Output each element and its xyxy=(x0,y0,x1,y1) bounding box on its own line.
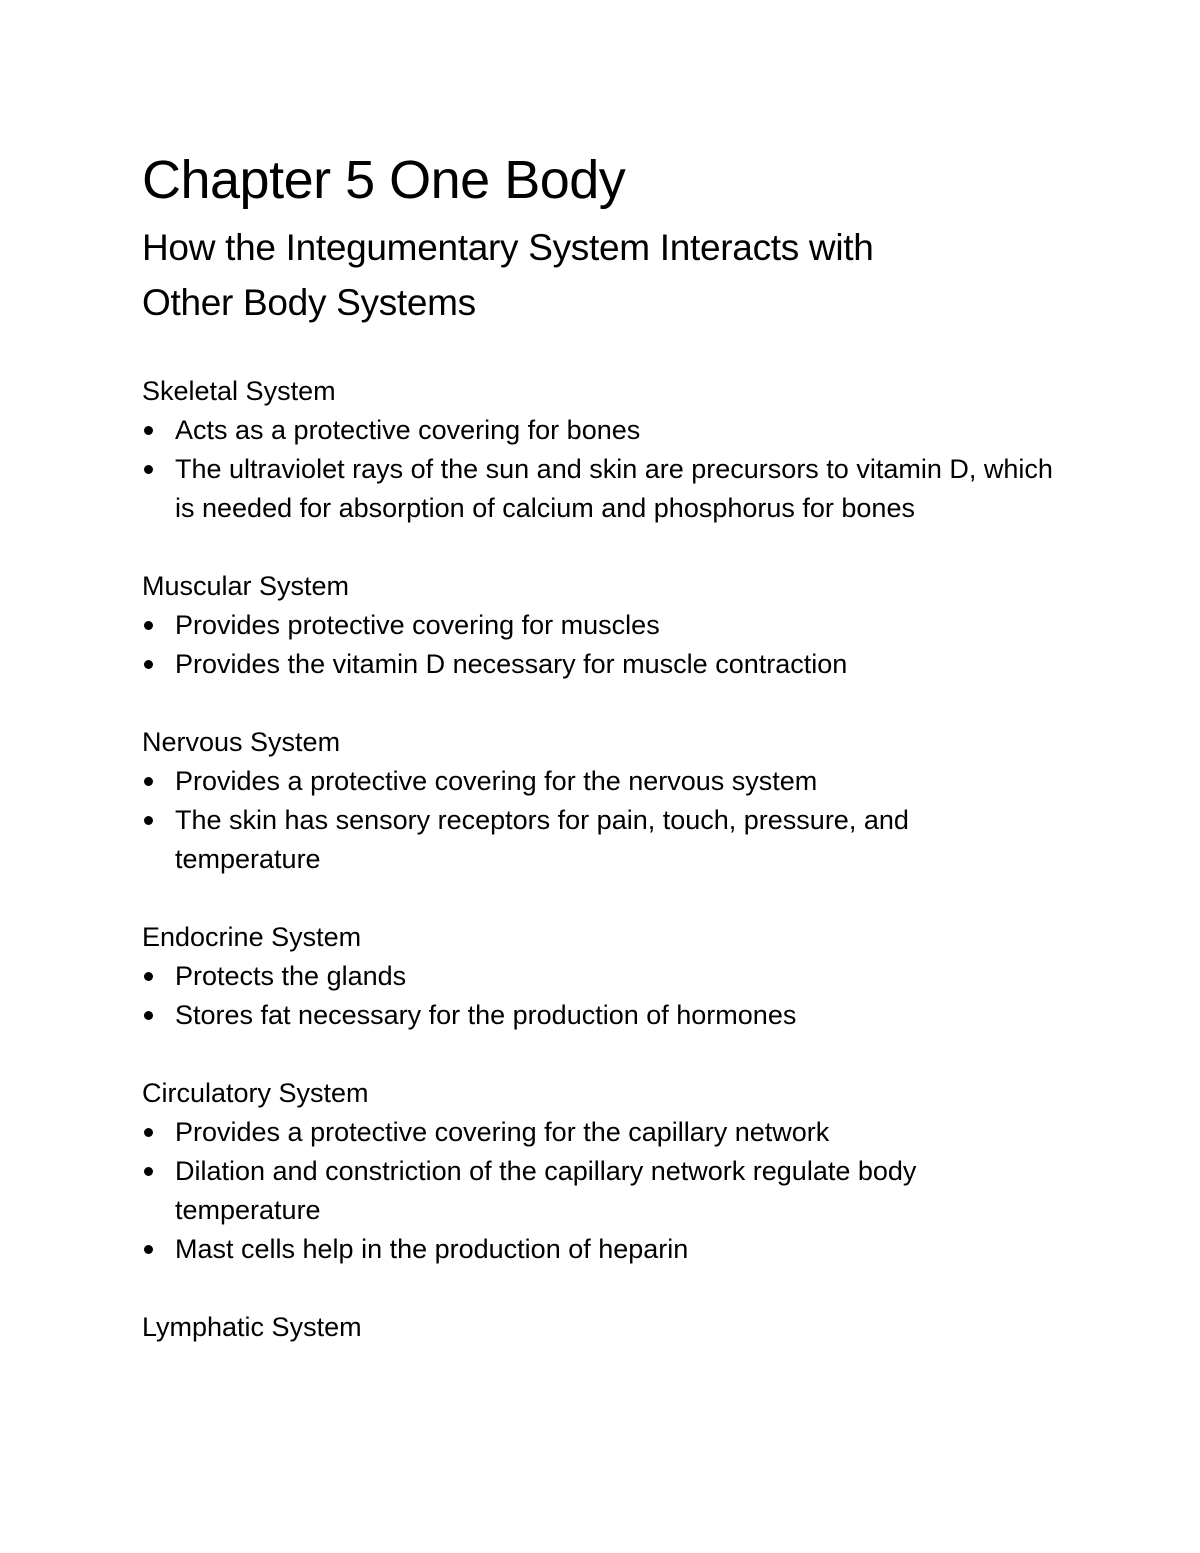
section-heading: Skeletal System xyxy=(142,376,336,406)
bullet-dot-icon xyxy=(144,1011,153,1020)
bullet-text: Provides a protective covering for the capillary network xyxy=(175,1117,830,1147)
bullet-dot-icon xyxy=(144,972,153,981)
bullet-list xyxy=(142,411,1072,528)
bullet-dot-icon xyxy=(144,777,153,786)
bullet-text: Dilation and constriction of the capillary network regulate body temperature xyxy=(175,1156,917,1225)
bullet-list xyxy=(142,1113,1072,1269)
list-item xyxy=(142,645,1055,684)
list-item xyxy=(142,996,1055,1035)
bullet-text: Provides protective covering for muscles xyxy=(175,610,660,640)
bullet-text: Stores fat necessary for the production of hormones xyxy=(175,1000,797,1030)
section-heading: Circulatory System xyxy=(142,1078,369,1108)
section-heading: Muscular System xyxy=(142,571,350,601)
bullet-dot-icon xyxy=(144,621,153,630)
bullet-list xyxy=(142,957,1072,1035)
section-endocrine-system xyxy=(142,918,1072,1035)
bullet-dot-icon xyxy=(144,816,153,825)
list-item xyxy=(142,762,1055,801)
list-item xyxy=(142,1230,1055,1269)
bullet-list xyxy=(142,762,1072,879)
bullet-dot-icon xyxy=(144,1128,153,1137)
bullet-text: Provides the vitamin D necessary for muscle contraction xyxy=(175,649,848,679)
list-item xyxy=(142,450,1055,528)
subtitle-line-2: Other Body Systems xyxy=(142,282,476,323)
list-item xyxy=(142,606,1055,645)
bullet-text: The skin has sensory receptors for pain, touch, pressure, and temperature xyxy=(175,805,909,874)
section-heading: Endocrine System xyxy=(142,922,362,952)
bullet-text: Acts as a protective covering for bones xyxy=(175,415,641,445)
section-skeletal-system xyxy=(142,372,1072,528)
bullet-dot-icon xyxy=(144,660,153,669)
bullet-text: Provides a protective covering for the nervous system xyxy=(175,766,818,796)
document-page xyxy=(142,140,1072,1386)
section-lymphatic-system xyxy=(142,1308,1072,1347)
document-title: Chapter 5 One Body xyxy=(142,150,626,210)
bullet-text: Mast cells help in the production of heparin xyxy=(175,1234,689,1264)
section-muscular-system xyxy=(142,567,1072,684)
list-item xyxy=(142,957,1055,996)
subtitle-line-1: How the Integumentary System Interacts with xyxy=(142,227,874,268)
bullet-text: The ultraviolet rays of the sun and skin are precursors to vitamin D, which is needed for absorption of calcium and phosphorus for bones xyxy=(175,454,1053,523)
list-item xyxy=(142,411,1055,450)
document-subtitle xyxy=(142,220,1072,330)
bullet-dot-icon xyxy=(144,1245,153,1254)
bullet-dot-icon xyxy=(144,426,153,435)
list-item xyxy=(142,1152,1055,1230)
section-nervous-system xyxy=(142,723,1072,879)
bullet-dot-icon xyxy=(144,465,153,474)
list-item xyxy=(142,1113,1055,1152)
bullet-list xyxy=(142,606,1072,684)
bullet-dot-icon xyxy=(144,1167,153,1176)
bullet-text: Protects the glands xyxy=(175,961,407,991)
section-heading: Nervous System xyxy=(142,727,341,757)
list-item xyxy=(142,801,1055,879)
section-circulatory-system xyxy=(142,1074,1072,1269)
section-heading: Lymphatic System xyxy=(142,1312,362,1342)
